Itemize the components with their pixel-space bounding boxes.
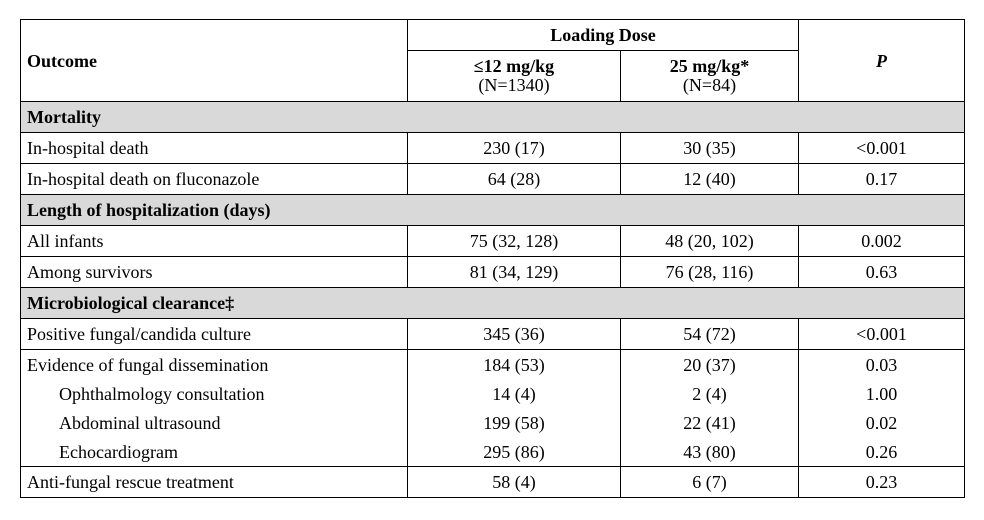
header-outcome: Outcome	[21, 20, 408, 102]
row-low-dose-value: 230 (17)	[408, 133, 621, 164]
row-low-dose-value: 58 (4)	[408, 467, 621, 498]
row-low-dose-value: 14 (4)	[408, 379, 621, 408]
table-row	[21, 350, 965, 380]
table-row	[21, 164, 965, 195]
header-p-value: P	[799, 20, 965, 102]
row-low-dose-value: 64 (28)	[408, 164, 621, 195]
row-label: Evidence of fungal dissemination	[21, 350, 408, 380]
row-p-value: <0.001	[799, 133, 965, 164]
row-p-value: 0.17	[799, 164, 965, 195]
row-low-dose-value: 295 (86)	[408, 437, 621, 467]
high-dose-n: (N=84)	[682, 75, 737, 95]
row-low-dose-value: 345 (36)	[408, 319, 621, 350]
row-p-value: 0.26	[799, 437, 965, 467]
table-row	[21, 437, 965, 467]
section-title: Mortality	[21, 102, 965, 133]
row-label: In-hospital death	[21, 133, 408, 164]
header-row-1	[21, 20, 965, 51]
row-p-value: 0.63	[799, 257, 965, 288]
table-row	[21, 257, 965, 288]
row-high-dose-value: 6 (7)	[621, 467, 799, 498]
table-row	[21, 319, 965, 350]
section-mortality	[21, 102, 965, 133]
row-high-dose-value: 22 (41)	[621, 408, 799, 437]
outcomes-table	[20, 19, 965, 498]
row-p-value: 1.00	[799, 379, 965, 408]
row-low-dose-value: 199 (58)	[408, 408, 621, 437]
row-high-dose-value: 76 (28, 116)	[621, 257, 799, 288]
header-low-dose	[408, 51, 621, 102]
row-high-dose-value: 48 (20, 102)	[621, 226, 799, 257]
row-high-dose-value: 12 (40)	[621, 164, 799, 195]
low-dose-n: (N=1340)	[478, 75, 550, 95]
row-high-dose-value: 2 (4)	[621, 379, 799, 408]
row-label: Abdominal ultrasound	[21, 408, 408, 437]
row-p-value: <0.001	[799, 319, 965, 350]
outcomes-table-container	[20, 19, 964, 498]
row-p-value: 0.02	[799, 408, 965, 437]
row-high-dose-value: 54 (72)	[621, 319, 799, 350]
table-row	[21, 408, 965, 437]
table-row	[21, 379, 965, 408]
section-microbiological-clearance	[21, 288, 965, 319]
row-label: Anti-fungal rescue treatment	[21, 467, 408, 498]
row-p-value: 0.03	[799, 350, 965, 380]
low-dose-label: ≤12 mg/kg	[473, 56, 555, 76]
row-p-value: 0.23	[799, 467, 965, 498]
row-low-dose-value: 75 (32, 128)	[408, 226, 621, 257]
header-loading-dose: Loading Dose	[408, 20, 799, 51]
row-low-dose-value: 81 (34, 129)	[408, 257, 621, 288]
row-label: In-hospital death on fluconazole	[21, 164, 408, 195]
section-title: Length of hospitalization (days)	[21, 195, 965, 226]
row-high-dose-value: 43 (80)	[621, 437, 799, 467]
row-low-dose-value: 184 (53)	[408, 350, 621, 380]
row-label: Echocardiogram	[21, 437, 408, 467]
table-row	[21, 226, 965, 257]
section-title: Microbiological clearance‡	[21, 288, 965, 319]
table-row	[21, 133, 965, 164]
high-dose-label: 25 mg/kg*	[669, 56, 750, 76]
header-high-dose	[621, 51, 799, 102]
row-label: Among survivors	[21, 257, 408, 288]
table-row	[21, 467, 965, 498]
row-high-dose-value: 30 (35)	[621, 133, 799, 164]
row-label: Ophthalmology consultation	[21, 379, 408, 408]
row-p-value: 0.002	[799, 226, 965, 257]
row-label: All infants	[21, 226, 408, 257]
row-label: Positive fungal/candida culture	[21, 319, 408, 350]
section-length-of-hospitalization	[21, 195, 965, 226]
row-high-dose-value: 20 (37)	[621, 350, 799, 380]
